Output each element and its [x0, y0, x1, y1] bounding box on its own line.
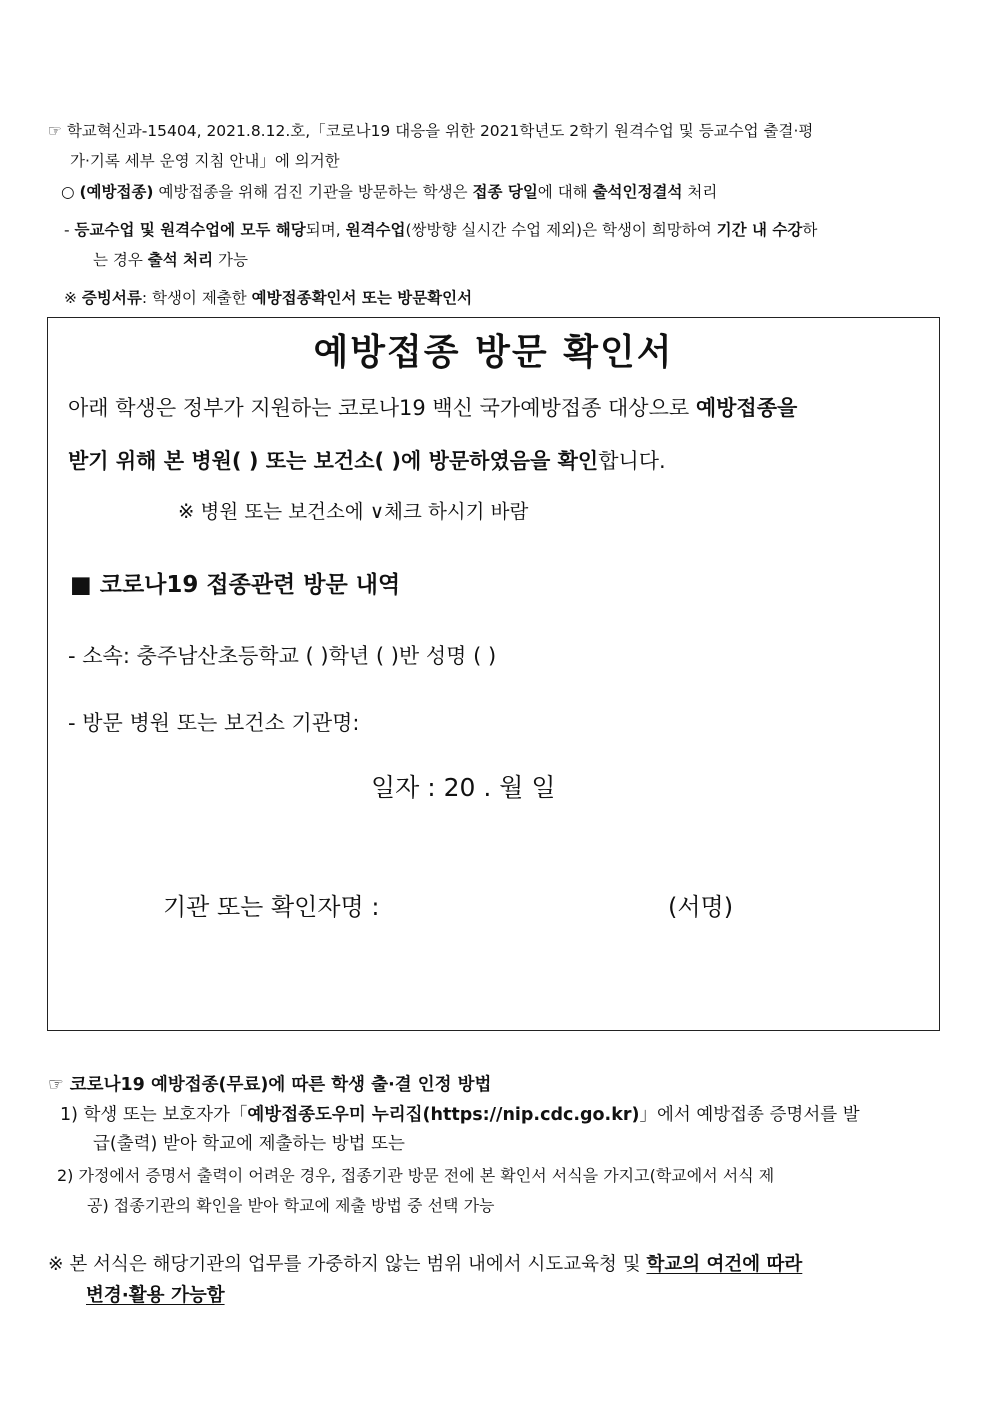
signer-label: 기관 또는 확인자명 : [163, 893, 380, 921]
attendance-rule-line1: - 등교수업 및 원격수업에 모두 해당되며, 원격수업(쌍방향 실시간 수업 제외)은 학생이 희망하여 기간 내 수강하 [64, 221, 818, 239]
footer-note-line2: 변경·활용 가능함 [86, 1285, 225, 1306]
header-reference-line1: ☞ 학교혁신과-15404, 2021.8.12.호,「코로나19 대응을 위한 2021학년도 2학기 원격수업 및 등교수업 출결·평 [48, 122, 814, 140]
evidence-documents: ※ 증빙서류: 학생이 제출한 예방접종확인서 또는 방문확인서 [64, 289, 473, 307]
confirmation-form-box [47, 317, 940, 1031]
signature-label: (서명) [668, 893, 734, 921]
header-reference-line2: 가·기록 세부 운영 지침 안내」에 의거한 [70, 152, 340, 170]
footer-item2-line2: 공) 접종기관의 확인을 받아 학교에 제출 방법 중 선택 가능 [87, 1196, 495, 1215]
section-title: ■ 코로나19 접종관련 방문 내역 [70, 572, 401, 598]
affiliation-line: - 소속: 충주남산초등학교 ( )학년 ( )반 성명 ( ) [68, 644, 497, 668]
footer-item2-line1: 2) 가정에서 증명서 출력이 어려운 경우, 접종기관 방문 전에 본 확인서 서식을 가지고(학교에서 서식 제 [57, 1166, 775, 1185]
check-instruction: ※ 병원 또는 보건소에 ∨체크 하시기 바람 [178, 500, 529, 523]
form-title: 예방접종 방문 확인서 [313, 332, 674, 373]
footer-heading: ☞ 코로나19 예방접종(무료)에 따른 학생 출·결 인정 방법 [48, 1075, 492, 1095]
institution-line: - 방문 병원 또는 보건소 기관명: [68, 711, 360, 735]
footer-item1-line1: 1) 학생 또는 보호자가「예방접종도우미 누리집(https://nip.cdc.go.kr)」에서 예방접종 증명서를 발 [60, 1105, 860, 1125]
form-statement-line2: 받기 위해 본 병원( ) 또는 보건소( )에 방문하였음을 확인합니다. [68, 449, 666, 473]
date-line: 일자 : 20 . 월 일 [371, 773, 556, 802]
vaccination-rule: ○ (예방접종) 예방접종을 위해 검진 기관을 방문하는 학생은 접종 당일에 대해 출석인정결석 처리 [61, 183, 718, 201]
form-statement-line1: 아래 학생은 정부가 지원하는 코로나19 백신 국가예방접종 대상으로 예방접종을 [68, 396, 798, 420]
footer-note-line1: ※ 본 서식은 해당기관의 업무를 가중하지 않는 범위 내에서 시도교육청 및 학교의 여건에 따라 [48, 1254, 803, 1275]
footer-item1-line2: 급(출력) 받아 학교에 제출하는 방법 또는 [93, 1134, 405, 1154]
attendance-rule-line2: 는 경우 출석 처리 가능 [93, 251, 248, 269]
